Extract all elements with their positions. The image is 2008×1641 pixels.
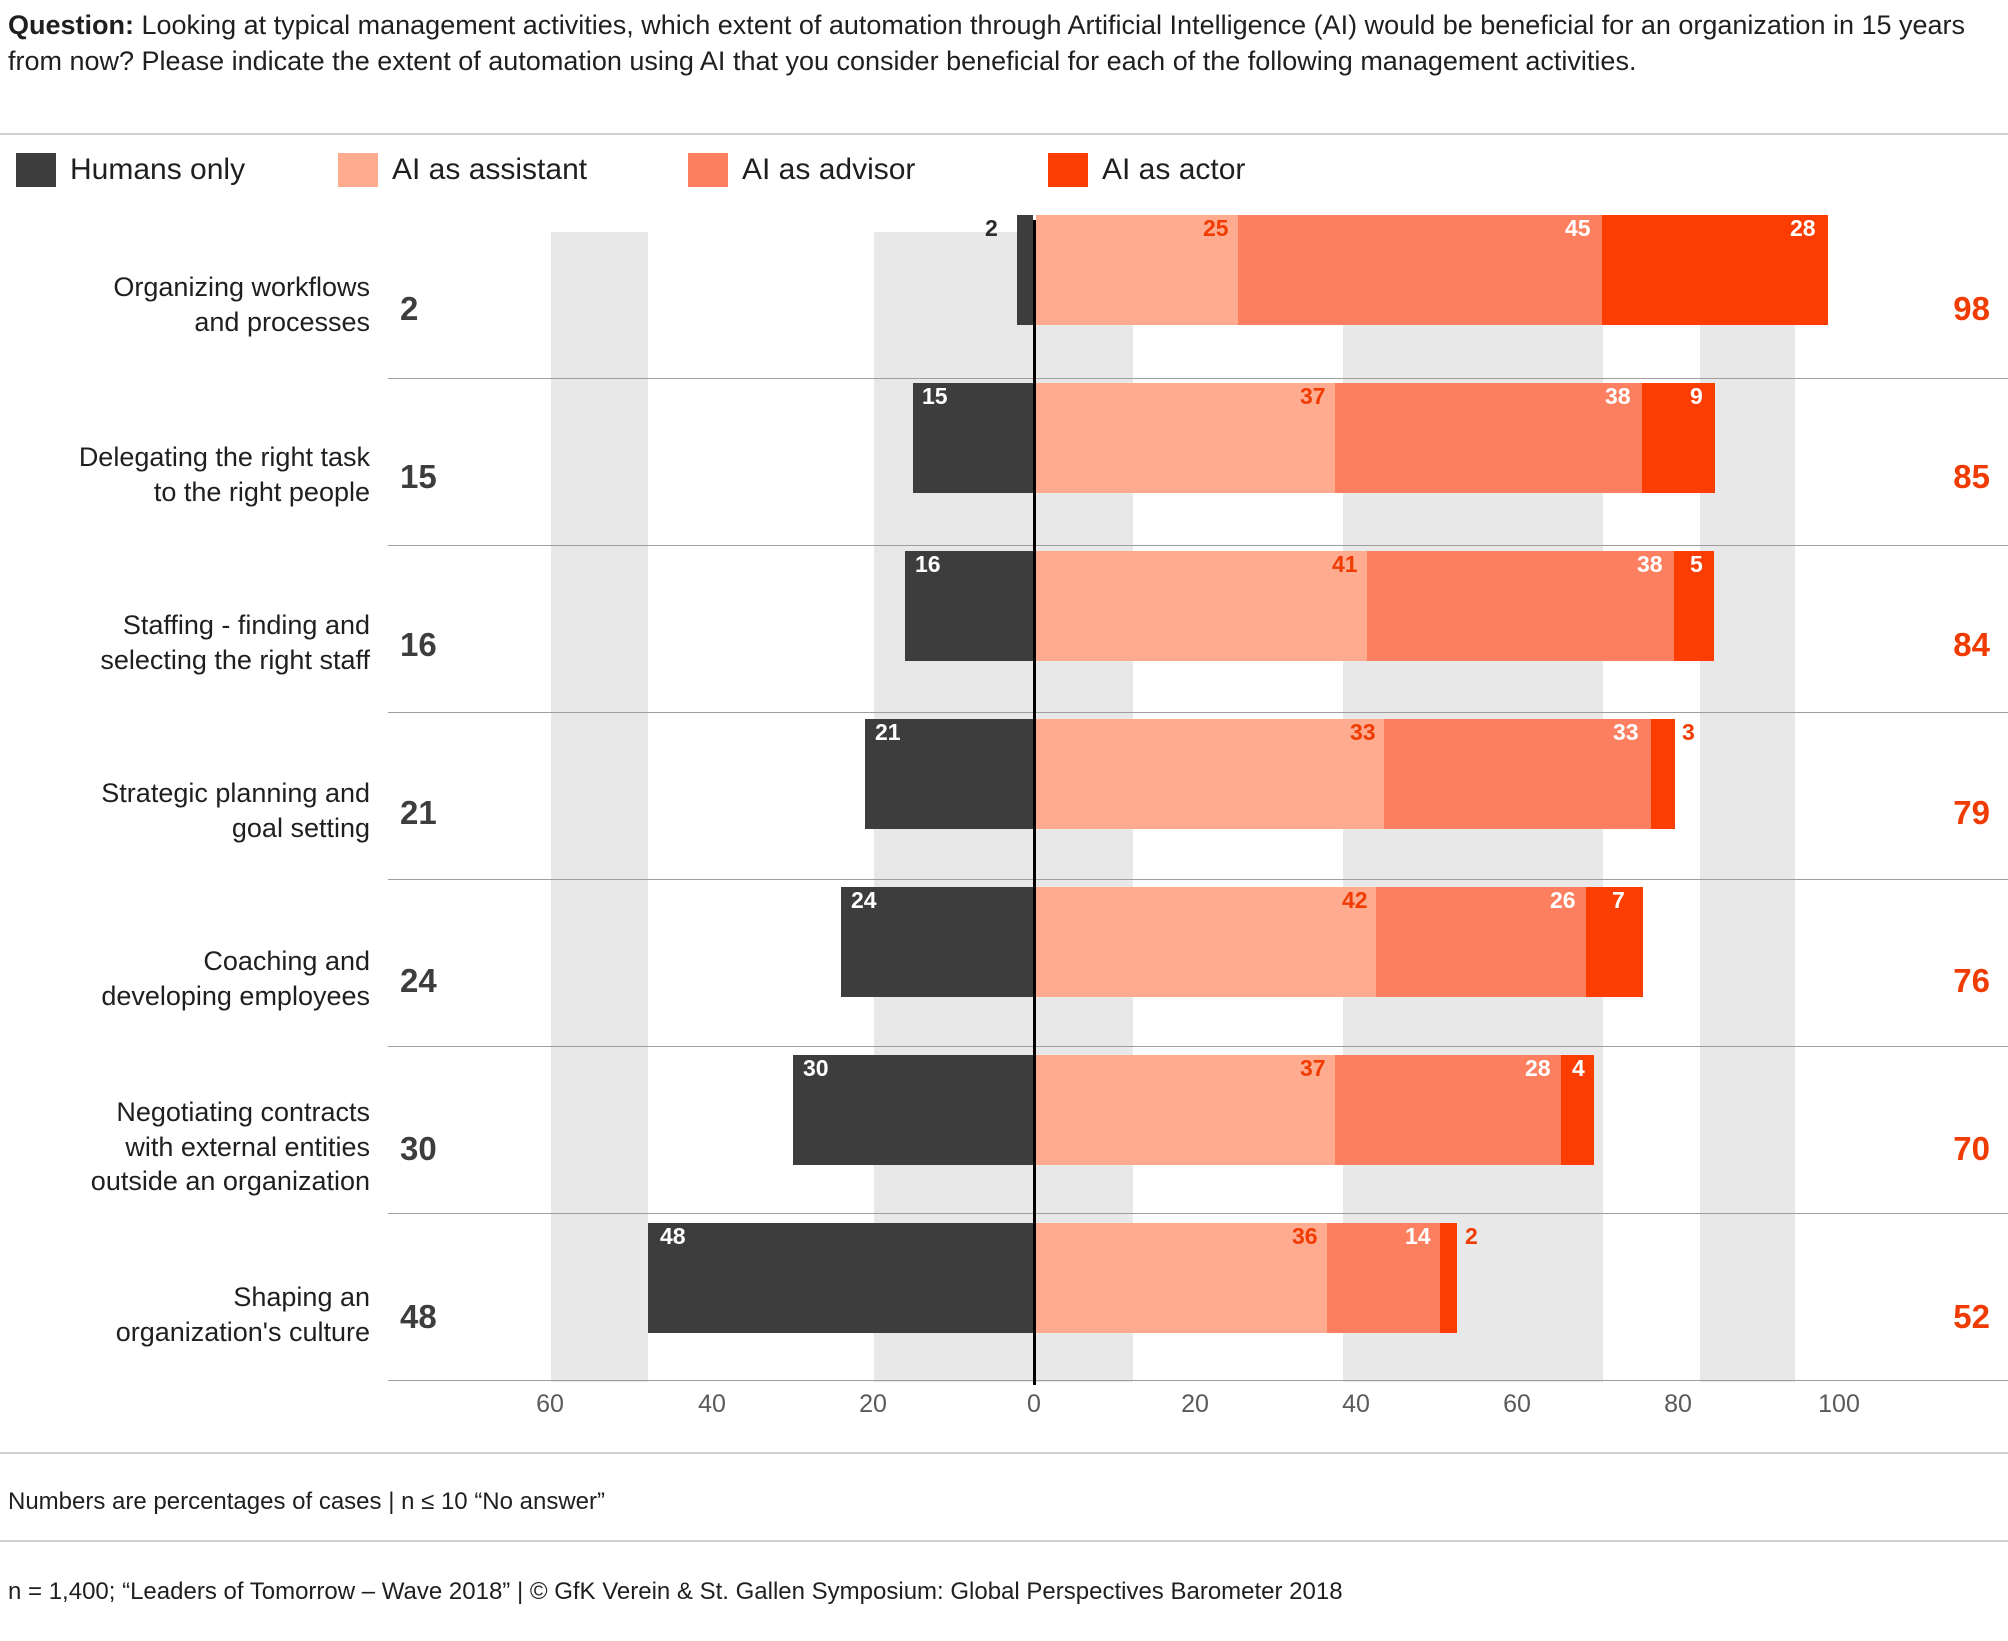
bar-value-ai-assistant: 37	[1300, 383, 1326, 409]
bar-segment-ai-actor	[1651, 719, 1675, 829]
row-label-line: Negotiating contracts	[116, 1097, 370, 1127]
bar-value-humans-only: 30	[803, 1055, 829, 1081]
row-label-line: Delegating the right task	[78, 442, 370, 472]
row-separator	[388, 545, 2008, 546]
row-label-line: and processes	[194, 306, 370, 337]
row-total-right: 70	[1953, 1130, 1990, 1167]
legend-swatch-ai-actor	[1048, 153, 1088, 187]
bar-value-ai-actor: 4	[1572, 1055, 1585, 1081]
bar-segment-ai-advisor	[1367, 551, 1674, 661]
bar-segment-ai-assistant	[1036, 1223, 1327, 1333]
row-total-left: 30	[400, 1130, 437, 1167]
bar-value-ai-actor: 3	[1682, 719, 1695, 745]
bar-value-ai-assistant: 37	[1300, 1055, 1326, 1081]
bar-segment-ai-advisor	[1335, 383, 1642, 493]
legend-item-ai-assistant	[338, 150, 587, 190]
row-label	[10, 776, 370, 845]
bar-value-ai-advisor: 38	[1605, 383, 1631, 409]
divider-footnote-bottom	[0, 1540, 2008, 1542]
row-total-right: 76	[1953, 962, 1990, 999]
bar-value-ai-advisor: 45	[1565, 215, 1591, 241]
footnote-source: n = 1,400; “Leaders of Tomorrow – Wave 2018” | © GfK Verein & St. Gallen Symposium: Global Perspectives Barometer 2018	[8, 1578, 1343, 1605]
row-total-left: 48	[400, 1298, 437, 1335]
divider-footnote-top	[0, 1452, 2008, 1454]
bar-segment-ai-actor	[1440, 1223, 1457, 1333]
bar-value-ai-actor: 28	[1790, 215, 1816, 241]
row-label-line: Shaping an	[233, 1282, 370, 1312]
legend-label-ai-actor: AI as actor	[1102, 153, 1246, 186]
bar-value-ai-actor: 2	[1465, 1223, 1478, 1249]
row-total-right: 79	[1953, 794, 1990, 831]
row-total-right: 84	[1953, 626, 1990, 663]
bar-value-ai-advisor: 28	[1525, 1055, 1551, 1081]
bar-segment-ai-advisor	[1238, 215, 1602, 325]
row-separator	[388, 712, 2008, 713]
x-axis-tick: 20	[1181, 1390, 1209, 1418]
row-total-left: 21	[400, 794, 437, 831]
row-total-right: 85	[1953, 458, 1990, 495]
legend	[8, 150, 1508, 194]
bar-value-ai-assistant: 41	[1332, 551, 1358, 577]
bar-value-ai-assistant: 25	[1203, 215, 1229, 241]
legend-label-humans-only: Humans only	[70, 153, 246, 186]
question-text: Looking at typical management activities, which extent of automation through Artificial Intelligence (AI) would be beneficial for an organization in 15 years from now? Please indicate the extent of automation using AI that you consider beneficial for each of the following management activities.	[8, 10, 1966, 76]
row-label	[10, 1280, 370, 1349]
bar-value-ai-assistant: 42	[1342, 887, 1368, 913]
bar-segment-ai-assistant	[1036, 551, 1367, 661]
row-label-line: to the right people	[153, 476, 370, 507]
x-axis-tick: 0	[1027, 1390, 1041, 1418]
bar-value-humans-only: 16	[915, 551, 941, 577]
bar-value-ai-assistant: 33	[1350, 719, 1376, 745]
x-axis-tick: 40	[698, 1390, 726, 1418]
x-axis-tick: 80	[1664, 1390, 1692, 1418]
row-total-left: 2	[400, 290, 419, 327]
row-label-line: organization's culture	[115, 1316, 370, 1347]
row-label-line: selecting the right staff	[100, 644, 370, 675]
row-label-line: outside an organization	[90, 1166, 370, 1197]
bar-value-ai-advisor: 38	[1637, 551, 1663, 577]
bar-value-ai-advisor-overlay: 33	[1613, 719, 1639, 745]
legend-item-ai-actor	[1048, 150, 1245, 190]
bar-segment-ai-assistant	[1036, 383, 1335, 493]
row-label-line: Organizing workflows	[113, 272, 370, 302]
x-axis-tick: 60	[1503, 1390, 1531, 1418]
legend-item-ai-advisor	[688, 150, 915, 190]
row-label	[10, 440, 370, 509]
row-label-line: developing employees	[101, 980, 370, 1011]
row-label-line: Strategic planning and	[101, 778, 370, 808]
bar-value-humans-only: 24	[851, 887, 877, 913]
row-total-left: 16	[400, 626, 437, 663]
footnote-numbers: Numbers are percentages of cases | n ≤ 10 “No answer”	[8, 1488, 606, 1515]
bar-value-ai-actor: 9	[1690, 383, 1703, 409]
row-label-line: with external entities	[125, 1131, 370, 1162]
row-separator	[388, 1380, 2008, 1381]
bar-value-humans-only: 2	[985, 215, 998, 241]
bar-segment-humans-only	[793, 1055, 1033, 1165]
row-separator	[388, 378, 2008, 379]
bar-value-humans-only: 21	[875, 719, 901, 745]
legend-label-ai-advisor: AI as advisor	[742, 153, 916, 186]
bar-value-ai-advisor: 26	[1550, 887, 1576, 913]
row-label	[20, 270, 370, 339]
row-label	[10, 944, 370, 1013]
x-axis-tick: 20	[859, 1390, 887, 1418]
bar-value-ai-advisor: 14	[1405, 1223, 1431, 1249]
x-axis-tick: 60	[536, 1390, 564, 1418]
legend-swatch-humans-only	[16, 153, 56, 187]
x-axis-tick: 40	[1342, 1390, 1370, 1418]
bar-segment-ai-actor	[1642, 383, 1715, 493]
bar-value-humans-only: 48	[660, 1223, 686, 1249]
row-label	[10, 608, 370, 677]
row-separator	[388, 1213, 2008, 1214]
row-label	[10, 1095, 370, 1199]
legend-swatch-ai-advisor	[688, 153, 728, 187]
legend-swatch-ai-assistant	[338, 153, 378, 187]
bar-segment-ai-assistant	[1036, 887, 1376, 997]
row-separator	[388, 879, 2008, 880]
bar-value-ai-assistant: 36	[1292, 1223, 1318, 1249]
bar-segment-humans-only	[648, 1223, 1033, 1333]
bar-segment-ai-assistant	[1036, 1055, 1335, 1165]
row-total-right: 52	[1953, 1298, 1990, 1335]
row-label-line: goal setting	[231, 812, 370, 843]
row-total-right: 98	[1953, 290, 1990, 327]
bar-value-ai-actor: 7	[1612, 887, 1625, 913]
row-label-line: Coaching and	[203, 946, 370, 976]
bar-segment-humans-only	[1017, 215, 1033, 325]
row-label-line: Staffing - finding and	[122, 610, 370, 640]
chart-area	[0, 200, 2008, 1418]
legend-item-humans-only	[16, 150, 245, 190]
bar-value-humans-only: 15	[922, 383, 948, 409]
row-separator	[388, 1046, 2008, 1047]
question-label: Question:	[8, 10, 134, 40]
bar-value-ai-actor: 5	[1690, 551, 1703, 577]
row-total-left: 15	[400, 458, 437, 495]
bar-segment-ai-assistant	[1036, 719, 1384, 829]
question-block	[8, 8, 1968, 80]
background-band	[551, 232, 648, 1382]
divider-top	[0, 133, 2008, 135]
x-axis-tick: 100	[1818, 1390, 1860, 1418]
bar-segment-ai-advisor	[1384, 719, 1651, 829]
legend-label-ai-assistant: AI as assistant	[392, 153, 588, 186]
row-total-left: 24	[400, 962, 437, 999]
